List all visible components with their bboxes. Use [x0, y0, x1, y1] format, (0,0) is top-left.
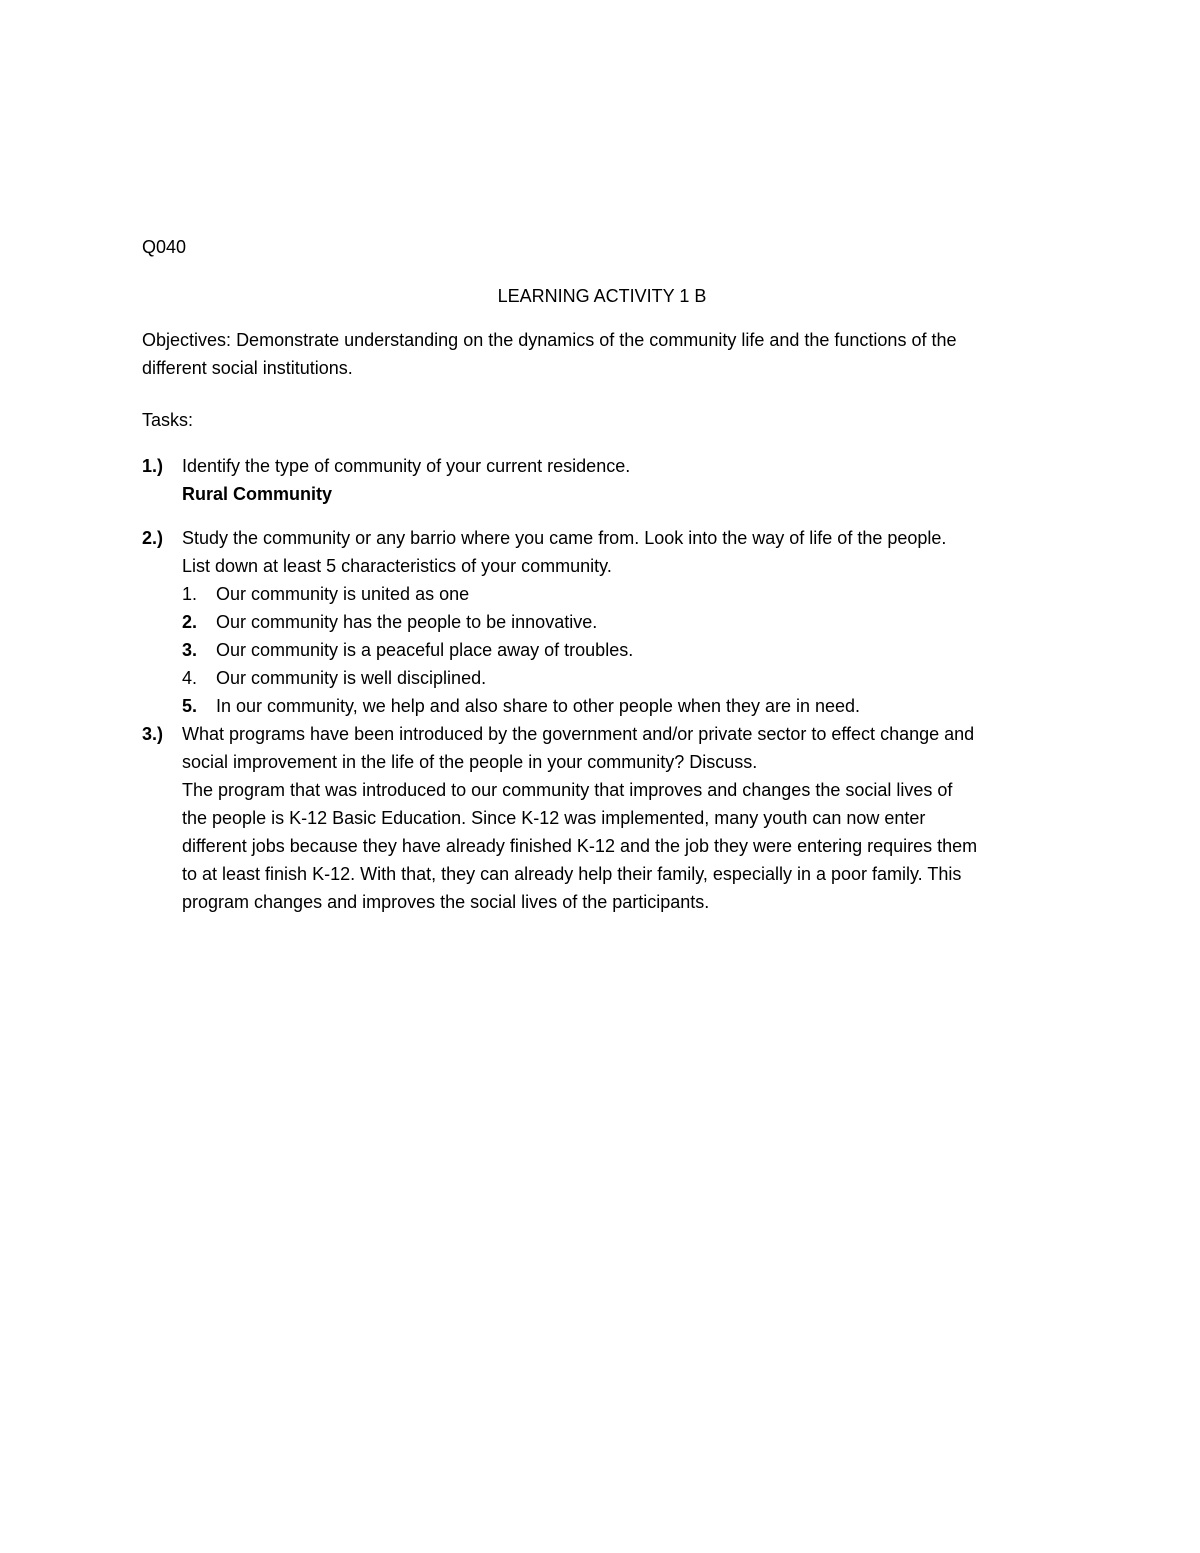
list-item-text: Our community is united as one	[216, 584, 470, 604]
task-number: 1.)	[142, 456, 164, 476]
task-3	[142, 720, 1062, 916]
list-item	[182, 608, 1062, 636]
objectives-section	[142, 326, 1062, 382]
task-3-answer-line-5: program changes and improves the social lives of the participants.	[182, 892, 710, 912]
objectives-label: Objectives:	[142, 330, 232, 350]
task-1-answer: Rural Community	[182, 484, 333, 504]
list-item-text: In our community, we help and also share to other people when they are in need.	[216, 696, 861, 716]
objectives-line-1	[142, 326, 1062, 354]
list-item-text: Our community has the people to be innovative.	[216, 612, 598, 632]
task-3-question-line-1: What programs have been introduced by the government and/or private sector to effect change and	[182, 724, 975, 744]
list-item-number: 3.	[182, 640, 198, 660]
task-1	[142, 452, 1062, 508]
list-item-number: 2.	[182, 612, 198, 632]
task-3-answer-line-2: the people is K-12 Basic Education. Since K-12 was implemented, many youth can now enter	[182, 808, 926, 828]
task-2	[142, 524, 1062, 720]
list-item	[182, 664, 1062, 692]
task-2-question-line-2: List down at least 5 characteristics of your community.	[182, 556, 612, 576]
objectives-text-1: Demonstrate understanding on the dynamics of the community life and the functions of the	[236, 330, 957, 350]
task-3-answer-line-1: The program that was introduced to our community that improves and changes the social lives of	[182, 780, 953, 800]
task-3-answer-line-4: to at least finish K-12. With that, they can already help their family, especially in a poor family. This	[182, 864, 962, 884]
task-2-question-line-1: Study the community or any barrio where you came from. Look into the way of life of the people.	[182, 528, 947, 548]
page-title: LEARNING ACTIVITY 1 B	[497, 286, 707, 306]
characteristics-list	[182, 580, 1062, 720]
list-item-text: Our community is well disciplined.	[216, 668, 487, 688]
list-item	[182, 692, 1062, 720]
list-item	[182, 580, 1062, 608]
task-number: 3.)	[142, 724, 164, 744]
list-item-number: 1.	[182, 584, 198, 604]
task-3-answer-line-3: different jobs because they have already finished K-12 and the job they were entering requires them	[182, 836, 978, 856]
task-1-question: Identify the type of community of your current residence.	[182, 456, 631, 476]
list-item-number: 5.	[182, 696, 198, 716]
list-item	[182, 636, 1062, 664]
list-item-text: Our community is a peaceful place away of troubles.	[216, 640, 634, 660]
task-3-question-line-2: social improvement in the life of the people in your community? Discuss.	[182, 752, 758, 772]
document-code: Q040	[142, 237, 187, 257]
objectives-line-2: different social institutions.	[142, 358, 353, 378]
document-page	[142, 233, 1062, 916]
task-number: 2.)	[142, 528, 164, 548]
tasks-label: Tasks:	[142, 410, 194, 430]
list-item-number: 4.	[182, 668, 198, 688]
